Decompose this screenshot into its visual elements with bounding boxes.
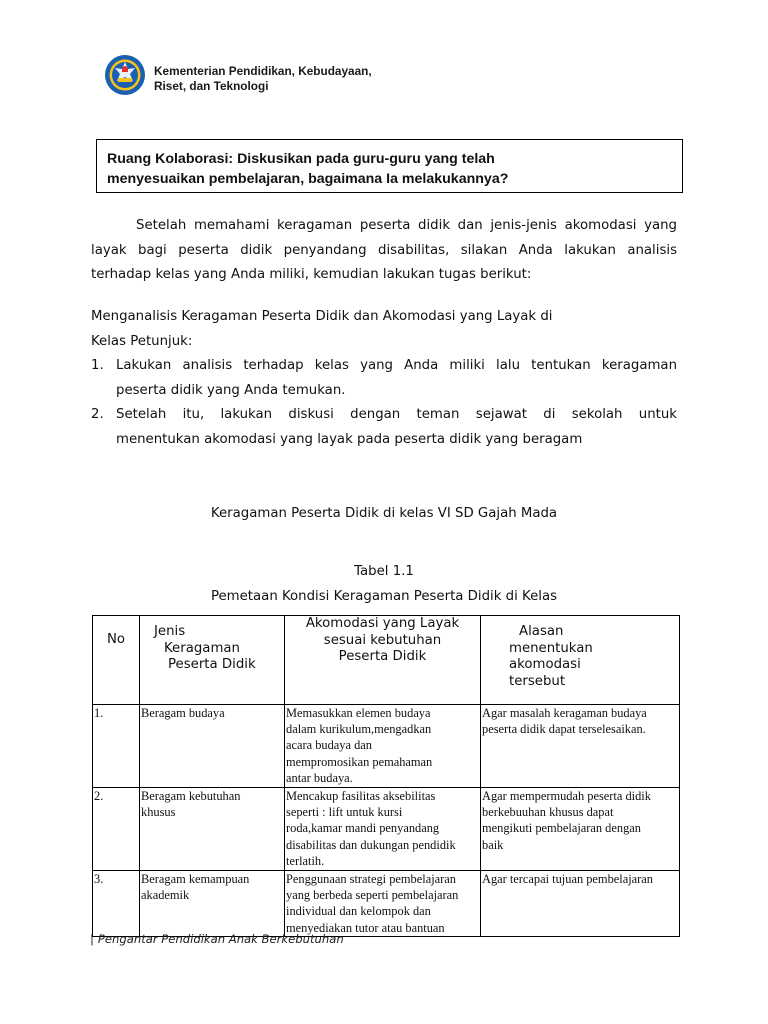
ministry-name-line2: Riset, dan Teknologi — [154, 79, 269, 93]
class-subtitle: Keragaman Peserta Didik di kelas VI SD Gajah Mada — [210, 506, 558, 521]
table-title: Pemetaan Kondisi Keragaman Peserta Didik di Kelas — [210, 589, 558, 604]
cell-line: Beragam kebutuhan — [141, 789, 241, 803]
instruction-item-1 — [91, 354, 677, 403]
cell-line: antar budaya. — [286, 770, 353, 785]
instruction-line: Setelah itu, lakukan diskusi dengan teman sejawat di sekolah untuk — [116, 407, 677, 422]
cell-line: Beragam kemampuan — [141, 872, 250, 886]
cell-line: Agar mempermudah peserta didik — [482, 789, 651, 803]
page-footer — [90, 932, 344, 946]
instructions-heading-line2: Kelas Petunjuk: — [91, 333, 193, 349]
cell-line: berkebuuhan khusus dapat — [482, 805, 614, 820]
intro-line3: terhadap kelas yang Anda miliki, kemudian lakukan tugas berikut: — [91, 267, 532, 282]
cell-line: menyediakan tutor atau bantuan — [286, 920, 445, 935]
instruction-number: 2. — [91, 407, 104, 422]
cell-jenis — [140, 705, 285, 788]
header-line: Peserta Didik — [338, 649, 427, 664]
cell-line: disabilitas dan dukungan pendidik — [286, 837, 456, 852]
cell-line: khusus — [141, 805, 176, 820]
header-line: akomodasi — [509, 657, 581, 672]
cell-line: Agar tercapai tujuan pembelajaran — [482, 872, 653, 886]
cell-line: peserta didik dapat terselesaikan. — [482, 722, 646, 737]
instruction-line: Lakukan analisis terhadap kelas yang Anda miliki lalu tentukan keragaman — [116, 358, 677, 373]
cell-line: Memasukkan elemen budaya — [286, 706, 431, 720]
cell-jenis — [140, 788, 285, 871]
header-line: Keragaman — [164, 640, 240, 656]
cell-line: akademik — [141, 888, 190, 903]
cell-akomodasi — [285, 788, 481, 871]
instructions-heading-line1: Menganalisis Keragaman Peserta Didik dan Akomodasi yang Layak di — [91, 309, 553, 324]
header-line: sesuai kebutuhan — [323, 632, 442, 648]
header-jenis — [140, 616, 285, 705]
ministry-header — [104, 54, 384, 98]
header-no: No — [93, 616, 140, 705]
instructions — [91, 305, 677, 452]
header-line: Akomodasi yang Layak — [305, 616, 460, 631]
cell-akomodasi — [285, 871, 481, 937]
instruction-line: menentukan akomodasi yang layak pada peserta didik yang beragam — [116, 431, 583, 447]
header-alasan — [481, 616, 680, 705]
collaboration-box — [96, 139, 683, 193]
row-number: 1. — [93, 705, 140, 788]
cell-alasan — [481, 871, 680, 937]
intro-paragraph — [91, 214, 677, 288]
footer-separator: | — [90, 932, 94, 946]
header-line: menentukan — [509, 640, 593, 656]
cell-alasan — [481, 788, 680, 871]
row-number: 2. — [93, 788, 140, 871]
cell-line: Penggunaan strategi pembelajaran — [286, 872, 456, 886]
cell-jenis — [140, 871, 285, 937]
ministry-name — [154, 64, 372, 94]
row-number: 3. — [93, 871, 140, 937]
cell-line: Agar masalah keragaman budaya — [482, 706, 647, 720]
cell-line: mempromosikan pemahaman — [286, 754, 433, 769]
cell-line: Mencakup fasilitas aksebilitas — [286, 789, 436, 803]
cell-alasan — [481, 705, 680, 788]
collaboration-line1: Ruang Kolaborasi: Diskusikan pada guru-guru yang telah — [107, 151, 495, 167]
header-line: tersebut — [509, 673, 566, 689]
table-row — [93, 705, 680, 788]
table-header-row — [93, 616, 680, 705]
instruction-item-2 — [91, 403, 677, 452]
cell-line: yang berbeda seperti pembelajaran — [286, 888, 459, 903]
collaboration-line2: menyesuaikan pembelajaran, bagaimana Ia melakukannya? — [107, 171, 509, 187]
cell-akomodasi — [285, 705, 481, 788]
cell-line: baik — [482, 837, 504, 852]
header-line: Alasan — [519, 624, 564, 639]
ministry-name-line1: Kementerian Pendidikan, Kebudayaan, — [154, 64, 372, 78]
cell-line: terlatih. — [286, 853, 325, 868]
header-akomodasi — [285, 616, 481, 705]
table-row — [93, 871, 680, 937]
instruction-line: peserta didik yang Anda temukan. — [116, 382, 346, 398]
tut-wuri-handayani-logo-icon — [104, 54, 146, 96]
cell-line: acara budaya dan — [286, 738, 372, 753]
cell-line: roda,kamar mandi penyandang — [286, 821, 440, 836]
cell-line: Beragam budaya — [141, 706, 225, 720]
intro-line1: Setelah memahami keragaman peserta didik dan jenis-jenis akomodasi yang — [136, 218, 677, 233]
header-line: Jenis — [154, 624, 186, 639]
cell-line: individual dan kelompok dan — [286, 904, 431, 919]
table-label: Tabel 1.1 — [354, 564, 414, 579]
intro-line2: layak bagi peserta didik penyandang disabilitas, silakan Anda lakukan analisis — [91, 242, 677, 258]
cell-line: seperti : lift untuk kursi — [286, 805, 403, 820]
cell-line: dalam kurikulum,mengadkan — [286, 722, 432, 737]
diversity-table — [92, 615, 680, 937]
header-line: Peserta Didik — [168, 657, 256, 672]
table-row — [93, 788, 680, 871]
footer-text: Pengantar Pendidikan Anak Berkebutuhan — [97, 932, 344, 946]
cell-line: mengikuti pembelajaran dengan — [482, 821, 641, 836]
instruction-number: 1. — [91, 358, 104, 373]
